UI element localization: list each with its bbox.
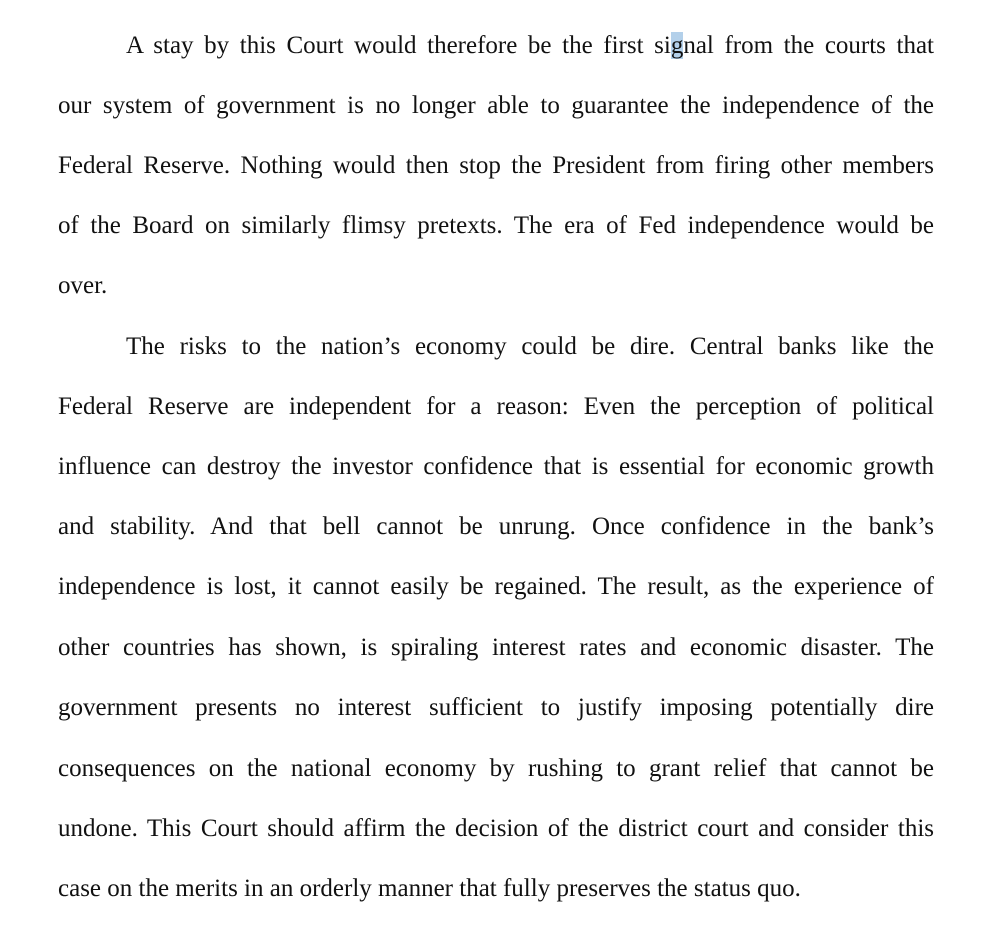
text-line[interactable]: over.: [58, 272, 108, 299]
document-page: [58, 0, 934, 935]
text-line[interactable]: other countries has shown, is spiraling interest rates and economic disaster. The: [58, 634, 934, 661]
text-selection-highlight[interactable]: g: [670, 32, 684, 59]
text-line[interactable]: our system of government is no longer able to guarantee the independence of the: [58, 92, 934, 119]
text-before-selection: A stay by this Court would therefore be the first si: [126, 32, 671, 59]
text-line[interactable]: government presents no interest sufficient to justify imposing potentially dire: [58, 694, 934, 721]
text-line[interactable]: Federal Reserve are independent for a reason: Even the perception of political: [58, 393, 934, 420]
text-line[interactable]: [126, 26, 934, 66]
text-line[interactable]: and stability. And that bell cannot be unrung. Once confidence in the bank’s: [58, 513, 934, 540]
text-line[interactable]: The risks to the nation’s economy could be dire. Central banks like the: [126, 333, 934, 360]
text-line[interactable]: undone. This Court should affirm the decision of the district court and consider this: [58, 815, 934, 842]
text-line[interactable]: of the Board on similarly flimsy pretexts. The era of Fed independence would be: [58, 212, 934, 239]
text-line[interactable]: case on the merits in an orderly manner that fully preserves the status quo.: [58, 875, 801, 902]
text-line[interactable]: consequences on the national economy by rushing to grant relief that cannot be: [58, 755, 934, 782]
text-line[interactable]: Federal Reserve. Nothing would then stop the President from firing other members: [58, 152, 934, 179]
text-line[interactable]: independence is lost, it cannot easily be regained. The result, as the experience of: [58, 573, 934, 600]
text-after-selection: nal from the courts that: [683, 32, 934, 59]
text-line[interactable]: influence can destroy the investor confidence that is essential for economic growth: [58, 453, 934, 480]
